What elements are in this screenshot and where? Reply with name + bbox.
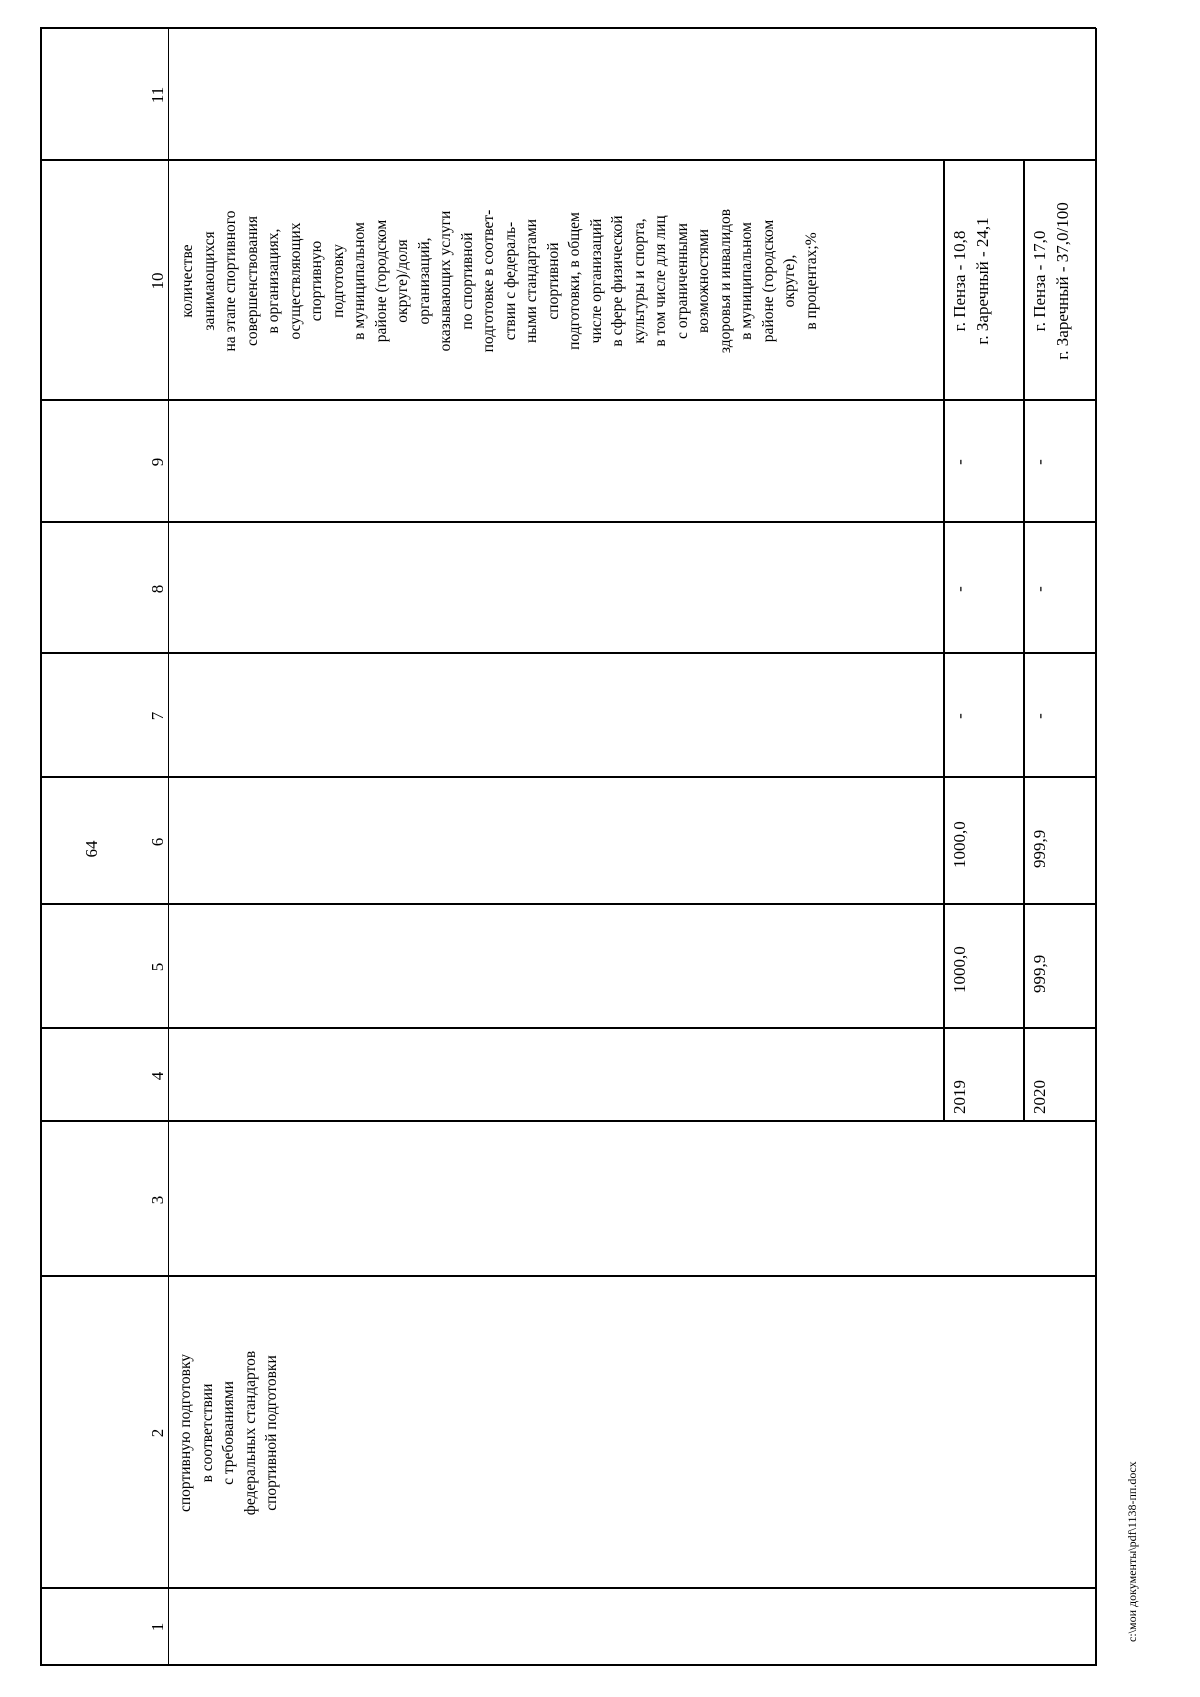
column-number-9: 9 <box>148 457 167 467</box>
row-2019-col10 <box>948 161 994 401</box>
text-line: спортивную подготовку <box>177 1353 194 1513</box>
row-2020-col6: 999,9 <box>1030 829 1049 868</box>
column-number-10: 10 <box>148 272 167 290</box>
text-line: г. Заречный - 24,1 <box>973 217 992 345</box>
column-number-2: 2 <box>148 1428 167 1438</box>
row-2019-year: 2019 <box>950 1080 969 1114</box>
row-2019-col6: 1000,0 <box>950 821 969 868</box>
column-separator <box>40 1028 1096 1030</box>
row-2020-year: 2020 <box>1030 1080 1049 1114</box>
text-line: совершенствования <box>243 216 261 346</box>
text-line: г. Заречный - 37,0/100 <box>1053 202 1072 360</box>
text-line: подготовке в соответ- <box>480 209 497 353</box>
column-number-7: 7 <box>148 711 167 721</box>
indicator-text-col2 <box>175 1277 283 1589</box>
row-2020-col5: 999,9 <box>1030 954 1049 993</box>
text-line: ствии с федераль- <box>501 221 519 341</box>
text-line: здоровья и инвалидов <box>716 208 734 354</box>
text-line: федеральных стандартов <box>241 1350 259 1516</box>
text-line: в процентах;% <box>802 232 820 330</box>
text-line: подготовки, в общем <box>566 212 583 350</box>
text-line: с требованиями <box>220 1381 237 1485</box>
text-line: в организациях, <box>265 228 282 334</box>
text-line: с ограниченными <box>673 223 691 339</box>
indicator-text-col10 <box>177 161 822 401</box>
row-2020-col8: - <box>1030 586 1049 592</box>
footer-file-path: c:\мои документы\pdf\1138-пп.docx <box>1125 1461 1139 1642</box>
column-separator <box>40 1121 1096 1123</box>
column-separator <box>40 904 1096 906</box>
text-line: округе), <box>781 254 798 308</box>
column-number-1: 1 <box>148 1622 167 1632</box>
row-2020-col7: - <box>1030 713 1049 719</box>
text-line: числе организаций <box>587 218 605 344</box>
text-line: в том числе для лиц <box>652 215 669 347</box>
page-number: 64 <box>82 840 101 858</box>
column-separator <box>40 522 1096 524</box>
row-2020-col10 <box>1028 161 1074 401</box>
row-2019-col9: - <box>950 459 969 465</box>
text-line: ными стандартами <box>523 219 540 343</box>
text-line: округе)/доля <box>394 239 411 323</box>
column-number-6: 6 <box>148 837 167 847</box>
text-line: возможностями <box>695 229 712 333</box>
text-line: в сфере физической <box>609 215 626 347</box>
text-line: в соответствии <box>198 1383 216 1483</box>
table-border-right <box>40 28 1096 30</box>
column-separator <box>40 777 1096 779</box>
table-border-bottom <box>1095 28 1097 1666</box>
column-separator <box>40 653 1096 655</box>
text-line: оказывающих услуги <box>437 210 454 352</box>
column-number-8: 8 <box>148 584 167 594</box>
text-line: количестве <box>179 244 196 318</box>
column-number-4: 4 <box>148 1071 167 1081</box>
subrow-separator <box>943 160 945 1122</box>
text-line: спортивной подготовки <box>263 1355 280 1511</box>
text-line: культуры и спорта, <box>630 218 648 344</box>
text-line: по спортивной <box>458 232 476 330</box>
table-border-left <box>40 1665 1096 1667</box>
column-number-3: 3 <box>148 1195 167 1205</box>
text-line: осуществляющих <box>286 222 304 340</box>
table-border-top <box>40 28 42 1666</box>
text-line: районе (городском <box>372 219 390 343</box>
text-line: в муниципальном <box>351 222 368 340</box>
text-line: подготовку <box>329 244 347 318</box>
text-line: г. Пенза - 17,0 <box>1030 230 1049 332</box>
text-line: занимающихся <box>200 231 218 331</box>
text-line: организаций, <box>415 237 433 325</box>
text-line: на этапе спортивного <box>222 210 239 352</box>
row-2019-col8: - <box>950 586 969 592</box>
text-line: г. Пенза - 10,8 <box>950 230 969 332</box>
text-line: спортивную <box>308 240 325 322</box>
row-2019-col5: 1000,0 <box>950 946 969 993</box>
header-row-separator <box>168 28 169 1666</box>
text-line: в муниципальном <box>738 222 755 340</box>
text-line: спортивной <box>544 242 562 320</box>
row-2020-col9: - <box>1030 459 1049 465</box>
column-number-5: 5 <box>148 962 167 972</box>
column-number-11: 11 <box>148 86 167 104</box>
row-2019-col7: - <box>950 713 969 719</box>
text-line: районе (городском <box>759 219 777 343</box>
subrow-separator <box>1023 160 1025 1122</box>
